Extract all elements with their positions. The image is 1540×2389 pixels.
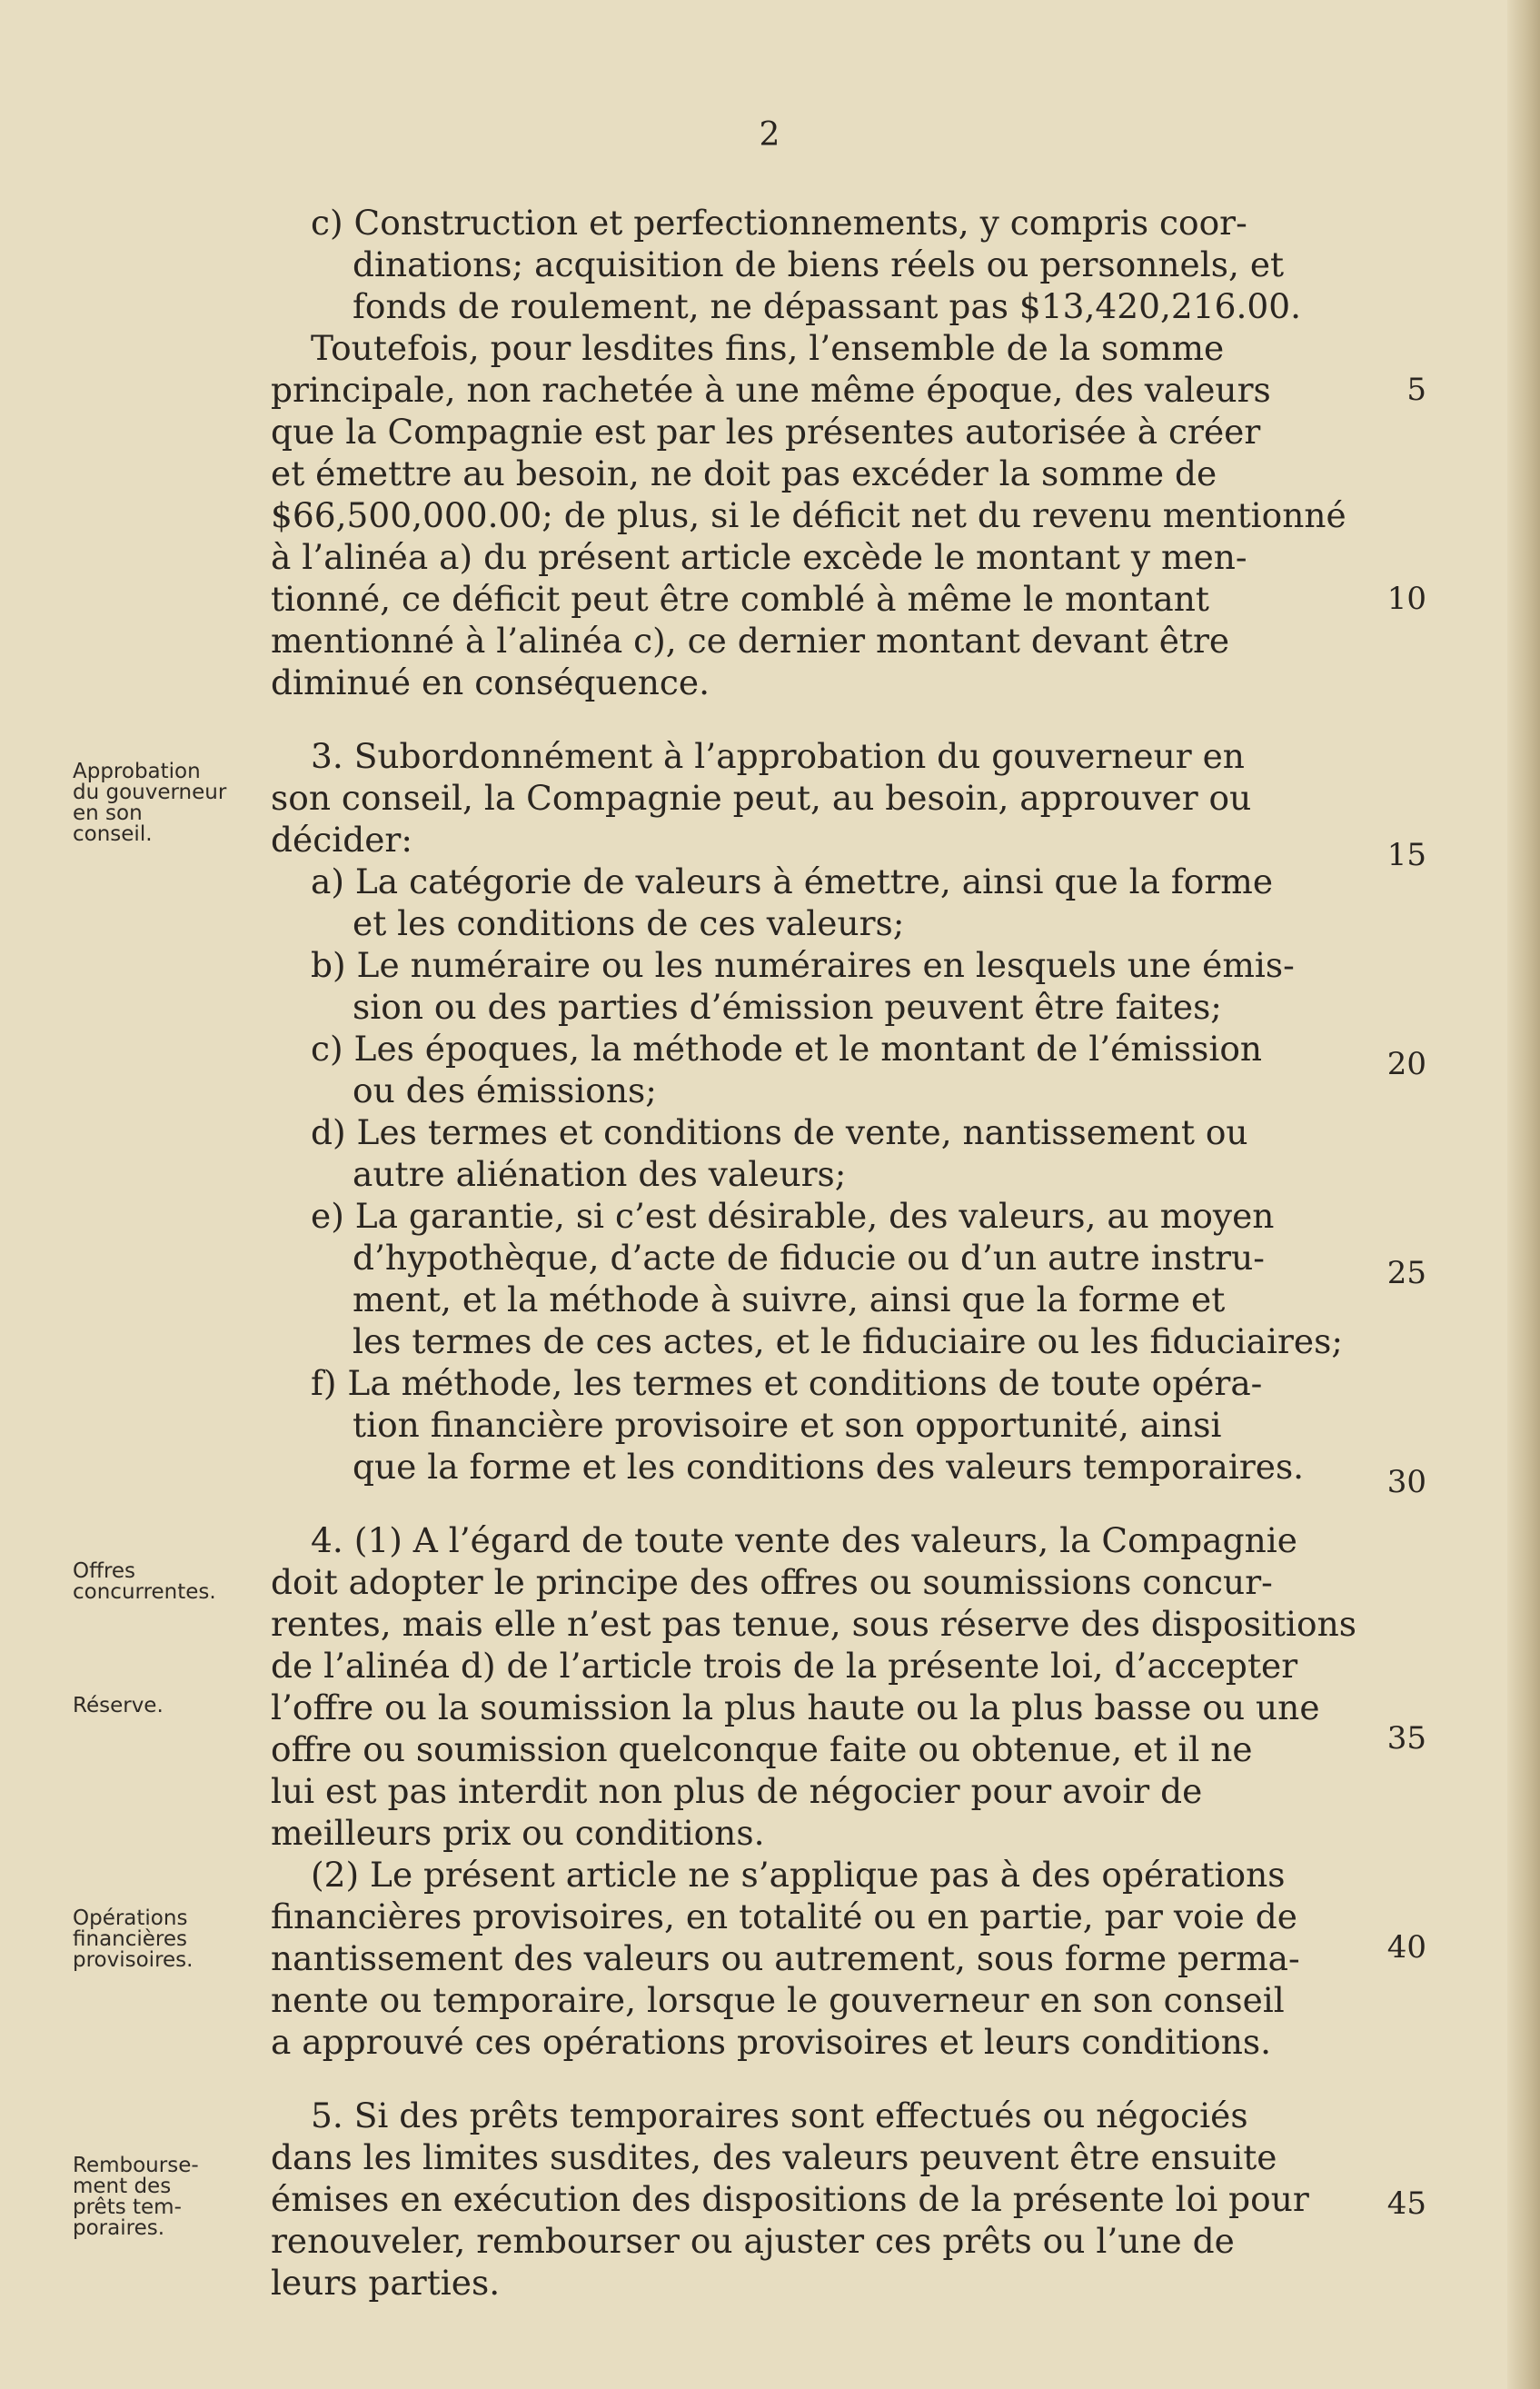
text-line: tion financière provisoire et son opportunité, ainsi: [353, 1405, 1222, 1445]
sidenote-line: du gouverneur: [73, 781, 227, 804]
text-line: sion ou des parties d’émission peuvent être faites;: [353, 987, 1222, 1027]
text-line: Toutefois, pour lesdites fins, l’ensemble de la somme: [311, 328, 1225, 368]
text-line: $66,500,000.00; de plus, si le déficit net du revenu mentionné: [271, 495, 1346, 535]
line-number: 45: [1386, 2185, 1426, 2222]
sidenote-line: ment des: [73, 2175, 172, 2198]
text-line: principale, non rachetée à une même époque, des valeurs: [271, 370, 1271, 410]
sidenote-line: Offres: [73, 1559, 136, 1583]
sidenote-remboursement: [73, 2155, 263, 2239]
text-line: financières provisoires, en totalité ou en partie, par voie de: [271, 1896, 1297, 1936]
section-3-heading-line: 3. Subordonnément à l’approbation du gouverneur en: [311, 736, 1245, 776]
text-line: a approuvé ces opérations provisoires et leurs conditions.: [271, 2022, 1272, 2062]
item-b: b) Le numéraire ou les numéraires en lesquels une émis-: [311, 945, 1295, 985]
text-line: tionné, ce déficit peut être comblé à même le montant: [271, 579, 1209, 619]
line-number: 35: [1386, 1720, 1426, 1757]
sidenote-reserve: [73, 1696, 263, 1717]
line-number: 10: [1386, 581, 1426, 617]
item-a: a) La catégorie de valeurs à émettre, ainsi que la forme: [311, 861, 1274, 901]
line-number: 30: [1386, 1464, 1426, 1500]
item-c: c) Les époques, la méthode et le montant de l’émission: [311, 1029, 1263, 1069]
line-number: 20: [1386, 1046, 1426, 1082]
sidenote-line: prêts tem-: [73, 2195, 182, 2219]
text-line: autre aliénation des valeurs;: [353, 1154, 847, 1194]
sidenote-line: provisoires.: [73, 1948, 194, 1972]
sidenote-line: Opérations: [73, 1906, 188, 1930]
text-line: fonds de roulement, ne dépassant pas $13,420,216.00.: [353, 286, 1302, 326]
text-line: renouveler, rembourser ou ajuster ces prêts ou l’une de: [271, 2221, 1235, 2261]
line-number: 25: [1386, 1255, 1426, 1291]
sidenote-line: financières: [73, 1927, 188, 1951]
text-line: à l’alinéa a) du présent article excède le montant y men-: [271, 537, 1247, 577]
sidenote-line: poraires.: [73, 2216, 165, 2240]
sidenote-line: Approbation: [73, 760, 201, 783]
text-line: ou des émissions;: [353, 1070, 657, 1110]
text-line: émises en exécution des dispositions de la présente loi pour: [271, 2179, 1309, 2219]
text-line: c) Construction et perfectionnements, y compris coor-: [311, 203, 1247, 243]
text-line: mentionné à l’alinéa c), ce dernier montant devant être: [271, 621, 1230, 661]
text-line: doit adopter le principe des offres ou soumissions concur-: [271, 1562, 1273, 1602]
text-line: et les conditions de ces valeurs;: [353, 903, 905, 943]
sidenote-offres: [73, 1561, 263, 1603]
text-line: dinations; acquisition de biens réels ou personnels, et: [353, 244, 1285, 284]
text-line: d’hypothèque, d’acte de fiducie ou d’un autre instru-: [353, 1238, 1265, 1278]
line-number: 40: [1386, 1929, 1426, 1966]
text-line: leurs parties.: [271, 2263, 501, 2303]
text-line: de l’alinéa d) de l’article trois de la présente loi, d’accepter: [271, 1646, 1298, 1686]
sidenote-line: Rembourse-: [73, 2154, 199, 2177]
item-e: e) La garantie, si c’est désirable, des valeurs, au moyen: [311, 1196, 1275, 1236]
sidenote-line: Réserve.: [73, 1694, 164, 1717]
sidenote-line: en son: [73, 801, 143, 825]
text-line: lui est pas interdit non plus de négocier pour avoir de: [271, 1771, 1203, 1811]
sidenote-line: concurrentes.: [73, 1580, 216, 1604]
text-line: que la Compagnie est par les présentes autorisée à créer: [271, 412, 1261, 452]
line-number: 5: [1406, 372, 1426, 408]
sidenote-line: conseil.: [73, 822, 153, 846]
text-line: les termes de ces actes, et le fiduciaire ou les fiduciaires;: [353, 1321, 1343, 1361]
text-line: offre ou soumission quelconque faite ou obtenue, et il ne: [271, 1729, 1253, 1769]
text-line: que la forme et les conditions des valeurs temporaires.: [353, 1447, 1305, 1487]
text-line: nantissement des valeurs ou autrement, sous forme perma-: [271, 1938, 1300, 1978]
text-line: rentes, mais elle n’est pas tenue, sous réserve des dispositions: [271, 1604, 1356, 1644]
page-edge: [1507, 0, 1540, 2389]
section-5-heading-line: 5. Si des prêts temporaires sont effectués ou négociés: [311, 2095, 1248, 2135]
sidenote-approbation: [73, 761, 263, 845]
subsection-4-2-line: (2) Le présent article ne s’applique pas à des opérations: [311, 1855, 1286, 1895]
text-line: son conseil, la Compagnie peut, au besoin, approuver ou: [271, 778, 1252, 818]
text-line: nente ou temporaire, lorsque le gouverneur en son conseil: [271, 1980, 1285, 2020]
item-d: d) Les termes et conditions de vente, nantissement ou: [311, 1112, 1248, 1152]
text-line: l’offre ou la soumission la plus haute ou la plus basse ou une: [271, 1687, 1320, 1727]
text-line: et émettre au besoin, ne doit pas excéder la somme de: [271, 453, 1217, 493]
item-f: f) La méthode, les termes et conditions de toute opéra-: [311, 1363, 1263, 1403]
page-number: 2: [759, 116, 781, 154]
statute-text: [271, 202, 1361, 2304]
text-line: meilleurs prix ou conditions.: [271, 1813, 765, 1853]
text-line: diminué en conséquence.: [271, 662, 710, 702]
sidenote-operations: [73, 1908, 263, 1971]
text-line: ment, et la méthode à suivre, ainsi que la forme et: [353, 1279, 1226, 1319]
section-4-heading-line: 4. (1) A l’égard de toute vente des valeurs, la Compagnie: [311, 1520, 1297, 1560]
line-number: 15: [1386, 837, 1426, 873]
text-line: dans les limites susdites, des valeurs peuvent être ensuite: [271, 2137, 1277, 2177]
text-line: décider:: [271, 820, 412, 860]
